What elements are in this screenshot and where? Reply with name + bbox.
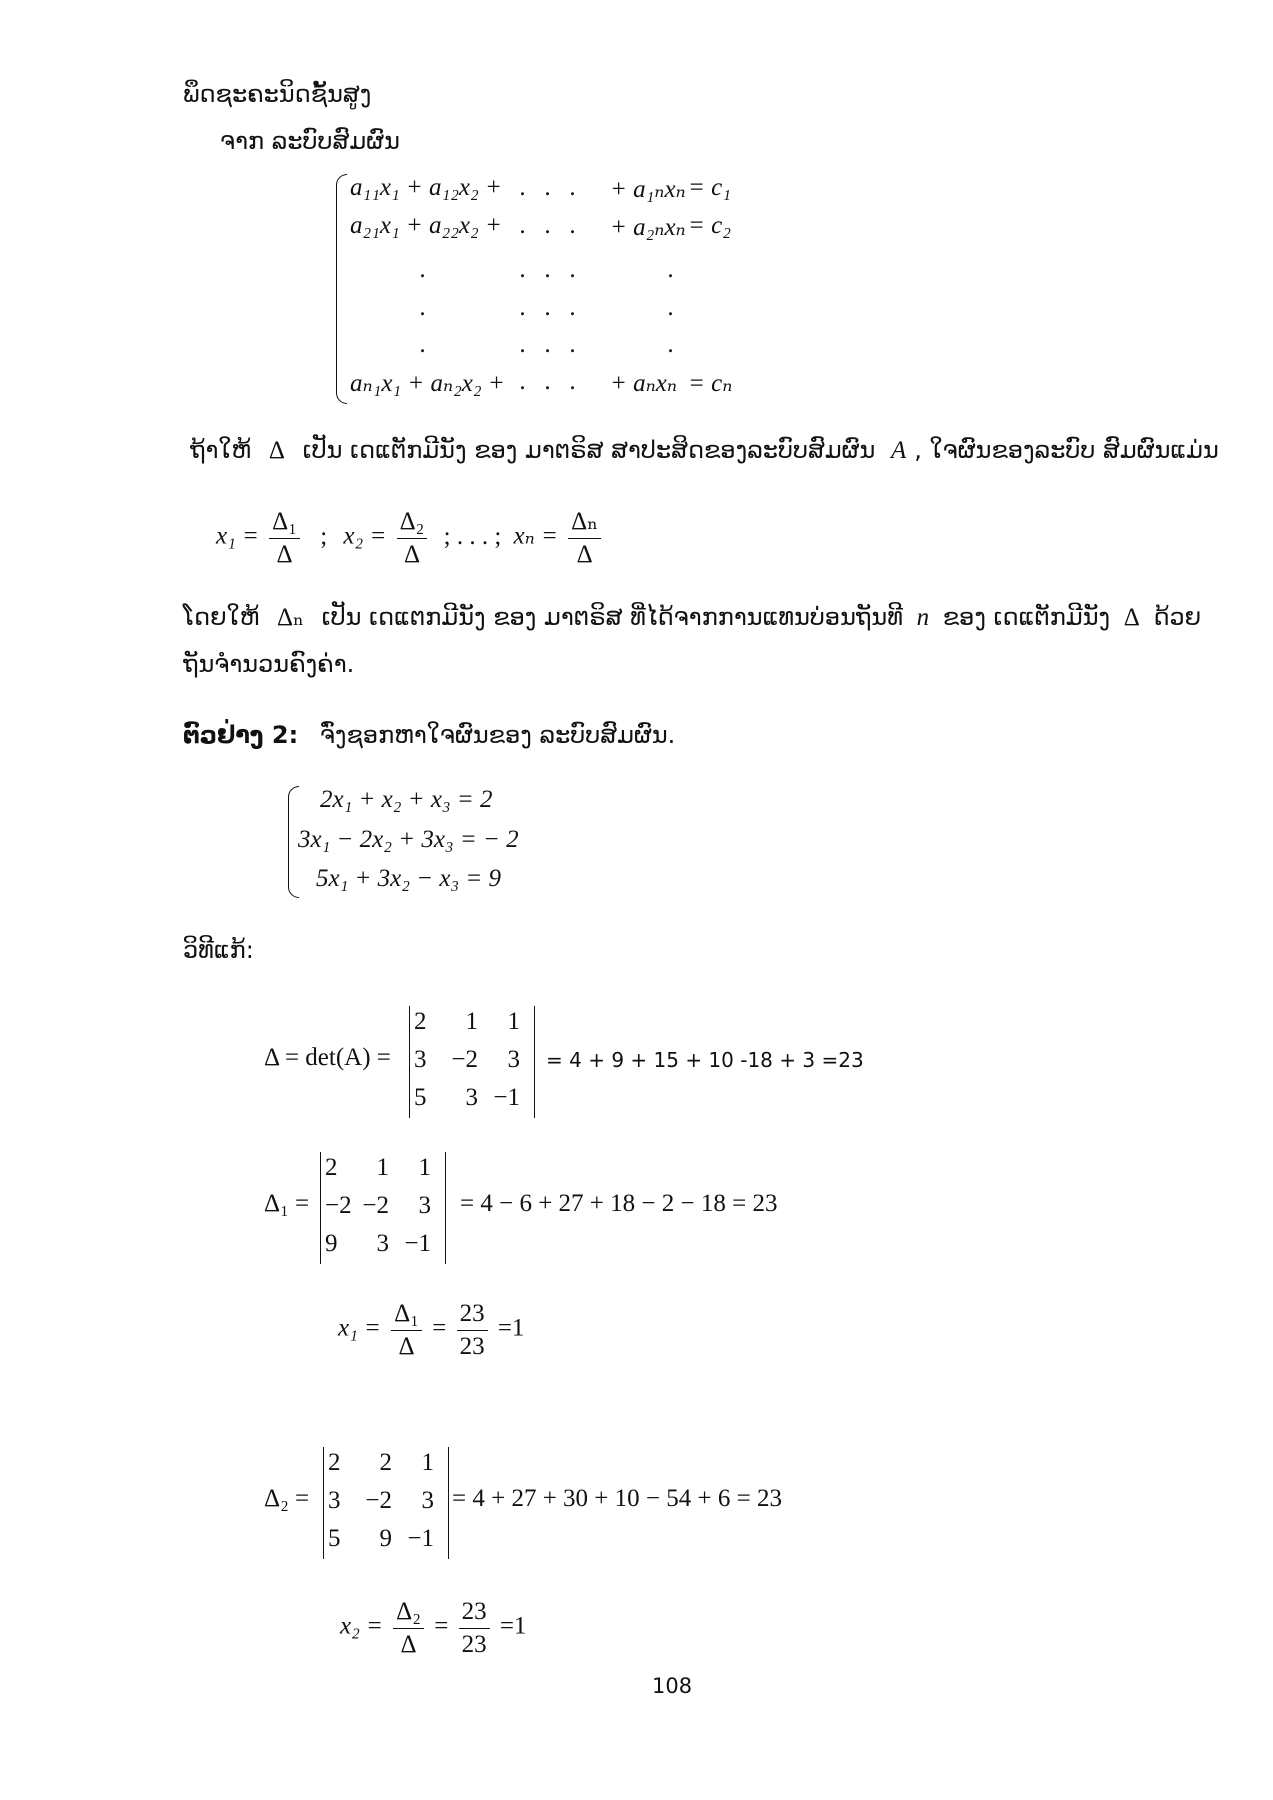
matrix-cell: 3 <box>418 1192 431 1219</box>
intro-text: ຈາກ ລະບົບສົມຜົນ <box>220 127 400 155</box>
matrix-cell: 1 <box>418 1154 431 1181</box>
determinant-matrix <box>323 1447 449 1559</box>
determinant-expansion: = 4 − 6 + 27 + 18 − 2 − 18 = 23 <box>460 1190 778 1217</box>
system-term: . . . <box>520 294 577 321</box>
para2-text-2: ເປັນ ເດແຕກມີນັງ ຂອງ ມາຕຣິສ ທີ່ໄດ້ຈາກການແທນບ່ອນຖັນທີ <box>321 603 903 631</box>
example-label: ຕົວຢ່າງ 2: <box>183 721 299 749</box>
x1-result <box>338 1300 524 1360</box>
section-heading: ພຶດຊະຄະນິດຊັ້ນສູງ <box>183 80 372 108</box>
system-term: + a₂ₙxₙ <box>610 214 686 241</box>
para1-text-3: , ໃຈຜົນຂອງລະບົບ ສົມຜົນແມ່ນ <box>914 436 1219 464</box>
matrix-cell: −1 <box>407 1525 434 1552</box>
system-term: . <box>420 294 427 321</box>
system-term: = c₂ <box>688 212 731 239</box>
matrix-cell: 1 <box>465 1008 478 1035</box>
fraction-numerator: 23 <box>457 1300 488 1331</box>
page-number: 108 <box>652 1674 693 1698</box>
system-term: . <box>668 256 675 283</box>
delta-symbol: Δ <box>268 437 285 464</box>
matrix-cell: −2 <box>362 1192 389 1219</box>
fraction-denominator: 23 <box>461 1630 487 1658</box>
x2-label: x₂ = <box>343 522 387 550</box>
fraction-denominator: Δ <box>276 540 293 568</box>
fraction-numerator: Δ₂ <box>393 1598 424 1629</box>
matrix-cell: −2 <box>365 1487 392 1514</box>
system-brace <box>336 174 347 404</box>
fraction-numerator: Δ₁ <box>391 1300 422 1331</box>
determinant-lhs: Δ₁ = <box>264 1190 310 1217</box>
para2-text-4: ດ້ວຍ <box>1153 603 1202 631</box>
matrix-cell: 1 <box>507 1008 520 1035</box>
delta-symbol: Δ <box>1123 604 1140 631</box>
delta-n-symbol: Δₙ <box>277 604 304 631</box>
matrix-cell: 3 <box>414 1046 427 1073</box>
para2-text-1: ໂດຍໃຫ້ <box>183 603 260 631</box>
matrix-cell: 2 <box>414 1008 427 1035</box>
system-term: . . . <box>520 331 577 358</box>
matrix-cell: −1 <box>404 1230 431 1257</box>
matrix-cell: 9 <box>379 1525 392 1552</box>
matrix-cell: 5 <box>328 1525 341 1552</box>
determinant-lhs: Δ₂ = <box>264 1485 310 1512</box>
fraction-denominator: 23 <box>459 1332 485 1360</box>
system-term: . <box>668 294 675 321</box>
result: =1 <box>499 1612 527 1640</box>
fraction-numerator: 23 <box>459 1598 490 1629</box>
para1-text-1: ຖ້າໃຫ້ <box>190 436 252 464</box>
system-term: + a₁ₙxₙ <box>610 176 686 203</box>
matrix-cell: 3 <box>376 1230 389 1257</box>
matrix-cell: 2 <box>325 1154 338 1181</box>
matrix-cell: 1 <box>421 1449 434 1476</box>
equation-3: 5x₁ + 3x₂ − x₃ = 9 <box>316 865 501 892</box>
matrix-cell: 3 <box>465 1084 478 1111</box>
equation-2: 3x₁ − 2x₂ + 3x₃ = − 2 <box>298 826 519 853</box>
paragraph-2-line-2: ຖັນຈຳນວນຄົງຄ່າ. <box>183 650 355 678</box>
system-term: . <box>420 256 427 283</box>
system-term: . . . <box>520 174 577 201</box>
matrix-cell: 1 <box>376 1154 389 1181</box>
equals: = <box>434 1612 449 1640</box>
system-term: a₁₁x₁ + a₁₂x₂ + <box>350 174 502 201</box>
example-text: ຈົ່ງຊອກຫາໃຈຜົນຂອງ ລະບົບສົມຜົນ. <box>319 721 676 749</box>
matrix-cell: −2 <box>451 1046 478 1073</box>
determinant-matrix <box>409 1006 535 1118</box>
separator: ; . . . ; <box>443 522 502 550</box>
matrix-cell: 5 <box>414 1084 427 1111</box>
example-heading <box>183 721 675 749</box>
fraction-denominator: Δ <box>403 540 421 568</box>
system-term: + aₙxₙ <box>610 370 677 397</box>
determinant-expansion: = 4 + 27 + 30 + 10 − 54 + 6 = 23 <box>452 1485 782 1512</box>
matrix-cell: 3 <box>507 1046 520 1073</box>
system-term: aₙ₁x₁ + aₙ₂x₂ + <box>350 370 505 397</box>
matrix-cell: −1 <box>493 1084 520 1111</box>
matrix-cell: 3 <box>421 1487 434 1514</box>
paragraph-2-line-1 <box>183 602 1201 632</box>
fraction-denominator: Δ <box>400 1630 417 1658</box>
separator: ; <box>320 522 328 550</box>
matrix-cell: 9 <box>325 1230 338 1257</box>
x1-label: x₁ = <box>216 522 259 550</box>
system-term: a₂₁x₁ + a₂₂x₂ + <box>350 212 502 239</box>
matrix-a-symbol: A <box>891 437 907 464</box>
cramer-formula <box>216 508 605 568</box>
system-term: = cₙ <box>688 370 733 397</box>
x1-label: x₁ = <box>338 1314 381 1342</box>
system-term: = c₁ <box>688 174 731 201</box>
para1-text-2: ເປັນ ເດແຕັກມີນັງ ຂອງ ມາຕຣິສ ສາປະສິດຂອງລະບົບສົມຜົນ <box>302 436 876 464</box>
system-term: . . . <box>520 256 577 283</box>
system-term: . . . <box>520 212 577 239</box>
matrix-cell: 2 <box>379 1449 392 1476</box>
xn-label: xₙ = <box>513 522 558 550</box>
fraction-numerator: Δ₂ <box>397 508 428 539</box>
determinant-lhs: Δ = det(A) = <box>264 1044 391 1071</box>
fraction-numerator: Δₙ <box>568 508 601 539</box>
system-term: . <box>420 331 427 358</box>
system-term: . <box>668 331 675 358</box>
fraction-numerator: Δ₁ <box>269 508 300 539</box>
solution-label: ວິທີແກ້: <box>183 936 254 964</box>
equation-1: 2x₁ + x₂ + x₃ = 2 <box>320 786 493 813</box>
fraction-denominator: Δ <box>576 540 593 568</box>
determinant-expansion: = 4 + 9 + 15 + 10 -18 + 3 =23 <box>546 1048 864 1072</box>
n-symbol: n <box>916 604 930 631</box>
matrix-cell: −2 <box>325 1192 352 1219</box>
fraction-denominator: Δ <box>398 1332 415 1360</box>
para2-text-3: ຂອງ ເດແຕັກມີນັງ <box>942 603 1111 631</box>
paragraph-1 <box>190 436 1219 465</box>
system-term: . . . <box>520 368 577 395</box>
x2-result <box>340 1598 526 1658</box>
matrix-cell: 3 <box>328 1487 341 1514</box>
x2-label: x₂ = <box>340 1612 383 1640</box>
result: =1 <box>497 1314 525 1342</box>
equals: = <box>432 1314 447 1342</box>
matrix-cell: 2 <box>328 1449 341 1476</box>
determinant-matrix <box>320 1152 446 1264</box>
